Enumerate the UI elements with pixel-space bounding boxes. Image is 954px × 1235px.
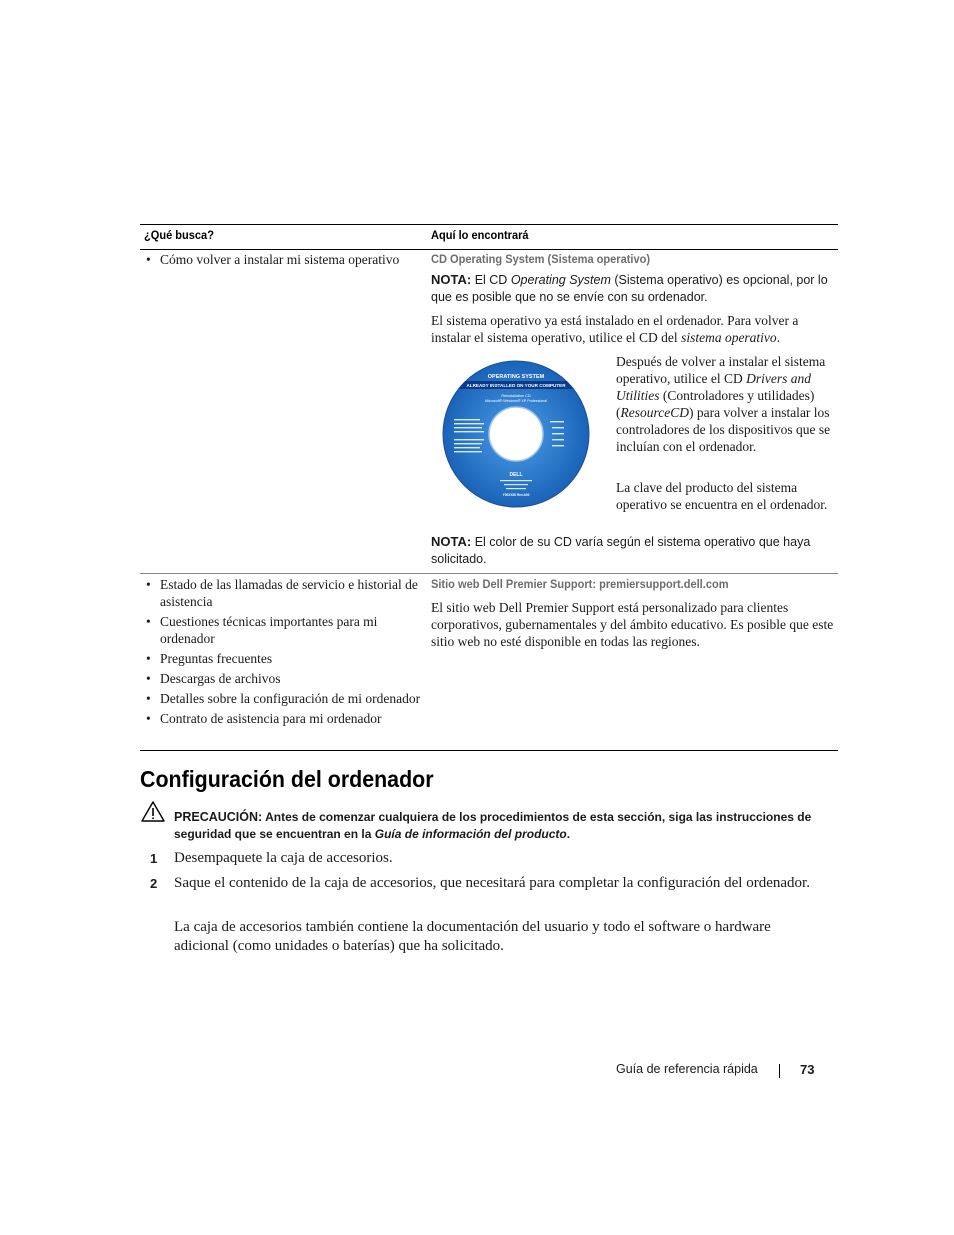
row1-heading: CD Operating System (Sistema operativo) — [431, 252, 651, 266]
row2-bullet-list — [146, 576, 428, 730]
os-installed-paragraph — [431, 312, 839, 346]
note-text-end: (Sistema operativo) es opcional, por lo que es posible que no se envíe con su ordenador. — [431, 273, 828, 304]
cd-brand-logo: DELL — [509, 472, 523, 478]
cd-line-2: Microsoft® Windows® XP Professional — [485, 399, 547, 403]
side-text: Después de volver a instalar el sistema operativo, utilice el CD — [616, 354, 826, 386]
caution-italic: Guía de información del producto — [374, 827, 567, 841]
warning-icon — [140, 800, 166, 824]
product-key-paragraph: La clave del producto del sistema operativo se encuentra en el ordenador. — [616, 480, 828, 512]
note-label: NOTA: — [431, 534, 472, 549]
list-item: • Cómo volver a instalar mi sistema operativo — [146, 251, 428, 268]
footer-separator — [779, 1064, 780, 1078]
list-item: • Descargas de archivos — [146, 670, 428, 687]
list-item: • Estado de las llamadas de servicio e historial de asistencia — [146, 576, 428, 610]
cd-band-label: ALREADY INSTALLED ON YOUR COMPUTER — [466, 383, 566, 388]
side-text-end: ) para volver a instalar los controladores de los dispositivos que se incluían con el ordenador. — [616, 405, 831, 454]
para-end: . — [776, 330, 781, 345]
step-2-extra-paragraph: La caja de accesorios también contiene la documentación del usuario y todo el software o hardware adicional (como unidades o baterías) que ha solicitado. — [174, 919, 771, 954]
list-item: • Contrato de asistencia para mi ordenador — [146, 710, 428, 727]
step-number: 1 — [150, 851, 158, 866]
row1-bullet-list — [146, 251, 428, 271]
step-text: Saque el contenido de la caja de accesorios, que necesitará para completar la configuración del ordenador. — [174, 875, 810, 891]
list-item: • Cuestiones técnicas importantes para mi ordenador — [146, 613, 428, 647]
os-cd-image — [442, 359, 590, 509]
step-number: 2 — [150, 876, 158, 891]
note-italic: Operating System — [510, 273, 611, 287]
footer-title: Guía de referencia rápida — [616, 1062, 758, 1076]
para-text: El sistema operativo ya está instalado en el ordenador. Para volver a instalar el sistema operativo, utilice el CD del — [431, 313, 799, 345]
side-italic-drivers: Drivers and Utilities — [616, 371, 811, 403]
note-optional-cd — [431, 271, 841, 306]
cd-hole — [489, 407, 543, 461]
cd-line-1: Reinstallation CD — [501, 394, 531, 398]
row-divider — [140, 573, 838, 574]
caution-label: PRECAUCIÓN: — [174, 810, 263, 824]
note-cd-color — [431, 533, 841, 568]
caution-body: Antes de comenzar cualquiera de los procedimientos de esta sección, siga las instrucciones de seguridad que se encuentran en la — [174, 810, 812, 841]
header-rule — [140, 249, 838, 250]
page-number: 73 — [800, 1062, 815, 1077]
caution-text — [174, 809, 834, 843]
list-item: • Preguntas frecuentes — [146, 650, 428, 667]
note-text: El CD — [474, 273, 508, 287]
list-item: • Detalles sobre la configuración de mi ordenador — [146, 690, 428, 707]
caution-end: . — [566, 827, 571, 841]
para-italic: sistema operativo — [681, 330, 777, 345]
premier-support-paragraph: El sitio web Dell Premier Support está personalizado para clientes corporativos, gubernamentales y del ámbito educativo. Es posible que este sitio web no esté disponible en todas las regiones. — [431, 600, 834, 649]
cd-top-label: OPERATING SYSTEM — [487, 374, 545, 380]
table-top-rule — [140, 224, 838, 225]
reinstall-drivers-paragraph — [616, 353, 838, 455]
header-where-to-find: Aquí lo encontrará — [431, 228, 529, 242]
note-label: NOTA: — [431, 272, 472, 287]
section-title: Configuración del ordenador — [140, 766, 434, 792]
cd-bottom-code: Y00XX00 Rev.A00 — [502, 493, 530, 497]
row2-heading: Sitio web Dell Premier Support: premiersupport.dell.com — [431, 577, 729, 591]
step-text: Desempaquete la caja de accesorios. — [174, 850, 393, 866]
header-what-looking-for: ¿Qué busca? — [144, 228, 214, 242]
table-bottom-rule — [140, 750, 838, 751]
side-italic-resourcecd: ResourceCD — [620, 405, 689, 420]
note-text: El color de su CD varía según el sistema operativo que haya solicitado. — [431, 535, 811, 566]
side-text-mid: (Controladores y utilidades) ( — [616, 388, 815, 420]
